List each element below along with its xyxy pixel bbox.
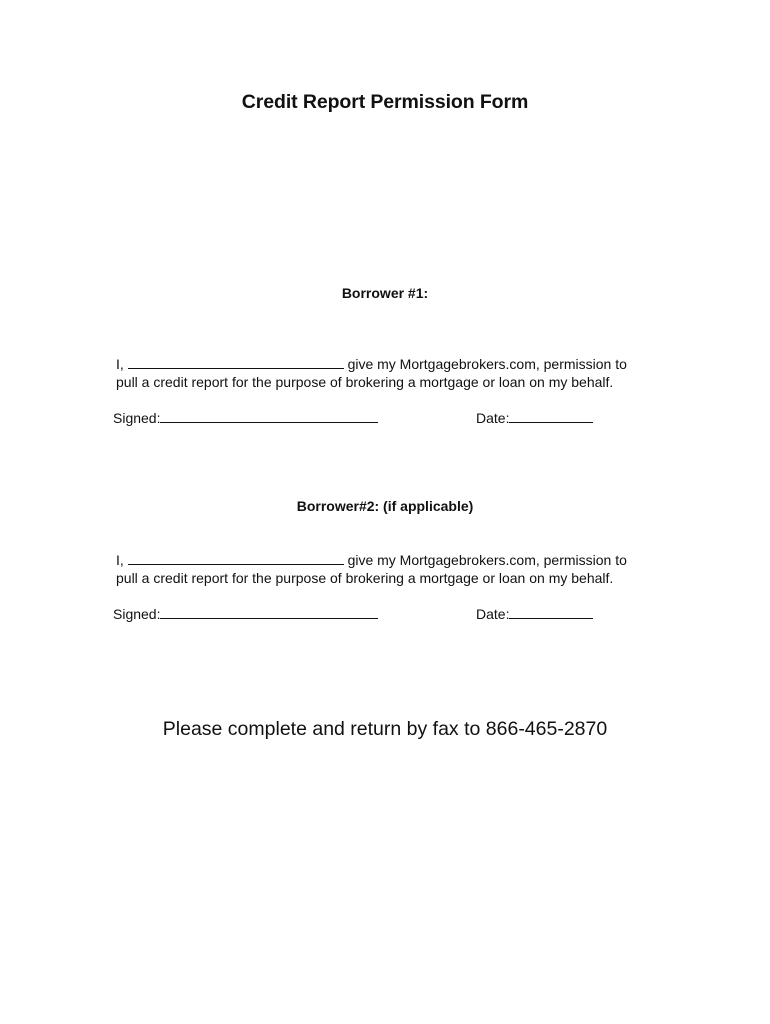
borrower-2-heading: Borrower#2: (if applicable) — [296, 498, 474, 514]
borrower-1-signed-row — [113, 409, 378, 427]
borrower-1-name-field[interactable] — [128, 355, 344, 369]
borrower-2-date-field[interactable] — [509, 605, 593, 619]
form-title: Credit Report Permission Form — [241, 91, 529, 113]
borrower-2-date-row — [476, 605, 593, 623]
signed-label: Signed: — [113, 410, 161, 426]
borrower-1-heading: Borrower #1: — [341, 285, 429, 301]
fax-instructions: Please complete and return by fax to 866-465-2870 — [162, 718, 608, 740]
statement-text: give my Mortgagebrokers.com, permission to — [347, 356, 627, 372]
borrower-1-signature-field[interactable] — [160, 409, 378, 423]
borrower-1-date-row — [476, 409, 593, 427]
borrower-2-name-field[interactable] — [128, 551, 344, 565]
borrower-2-signature-field[interactable] — [160, 605, 378, 619]
date-label: Date: — [476, 410, 510, 426]
statement-text: give my Mortgagebrokers.com, permission to — [347, 552, 627, 568]
borrower-1-statement-line-1 — [116, 355, 627, 373]
borrower-1-date-field[interactable] — [509, 409, 593, 423]
signed-label: Signed: — [113, 606, 161, 622]
statement-prefix: I, — [116, 356, 124, 372]
borrower-1-statement-line-2: pull a credit report for the purpose of brokering a mortgage or loan on my behalf. — [116, 374, 614, 390]
date-label: Date: — [476, 606, 510, 622]
statement-prefix: I, — [116, 552, 124, 568]
borrower-2-signed-row — [113, 605, 378, 623]
borrower-2-statement-line-2: pull a credit report for the purpose of brokering a mortgage or loan on my behalf. — [116, 570, 614, 586]
borrower-2-statement-line-1 — [116, 551, 627, 569]
